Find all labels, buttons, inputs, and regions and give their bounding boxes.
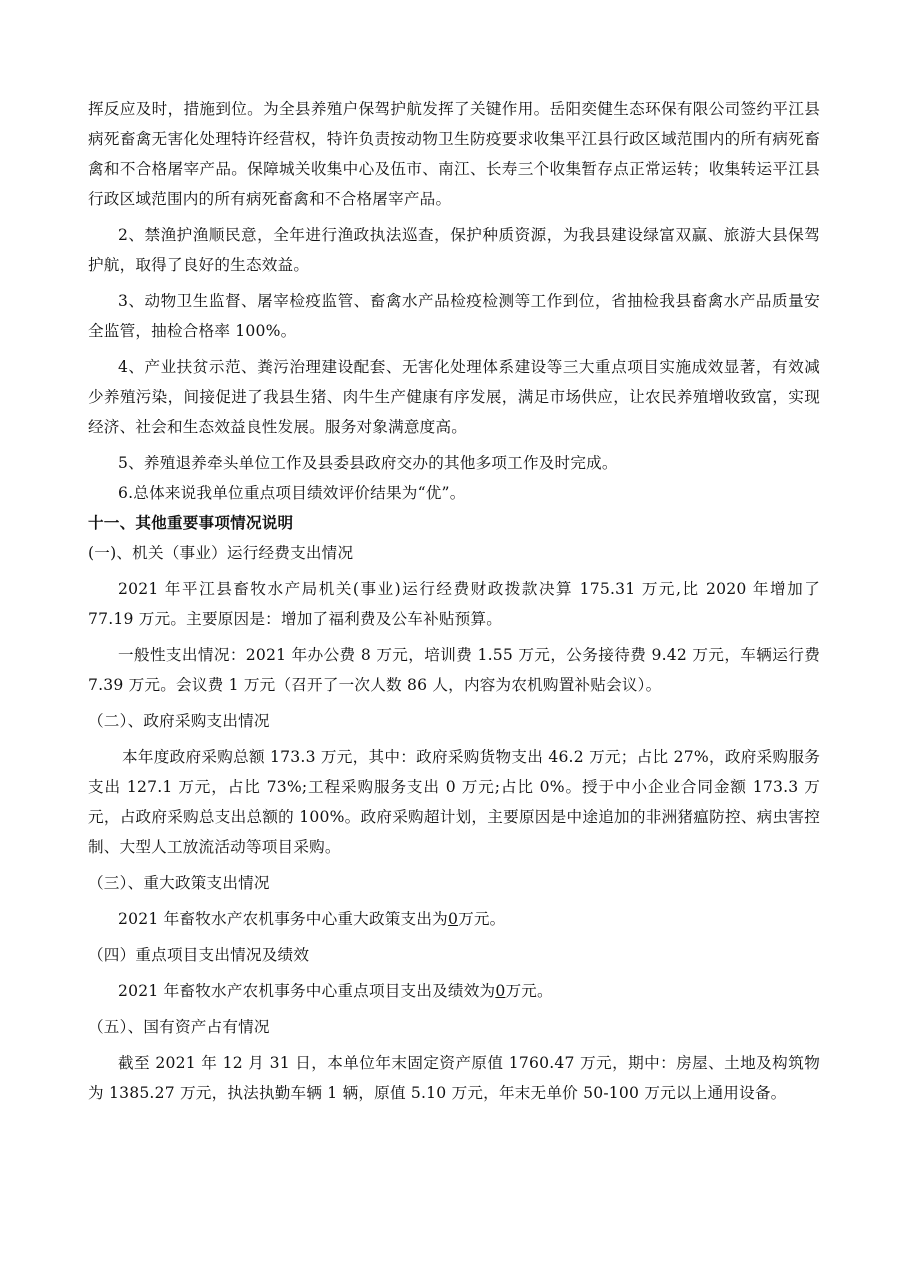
paragraph-item-6: 6.总体来说我单位重点项目绩效评价结果为“优”。: [118, 484, 466, 502]
paragraph-item-2: 2、禁渔护渔顺民意，全年进行渔政执法巡查，保护种质资源，为我县建设绿富双赢、旅游大县保驾护航，取得了良好的生态效益。: [88, 226, 820, 274]
paragraph-item-4: 4、产业扶贫示范、粪污治理建设配套、无害化处理体系建设等三大重点项目实施成效显著，有效减少养殖污染，间接促进了我县生猪、肉牛生产健康有序发展，满足市场供应，让农民养殖增收致富，实现经济、社会和生态效益良性发展。服务对象满意度高。: [88, 358, 820, 436]
paragraph-item-3: 3、动物卫生监督、屠宰检疫监管、畜禽水产品检疫检测等工作到位，省抽检我县畜禽水产品质量安全监管，抽检合格率 100%。: [88, 292, 820, 340]
paragraph-intro: 挥反应及时，措施到位。为全县养殖户保驾护航发挥了关键作用。岳阳奕健生态环保有限公司签约平江县病死畜禽无害化处理特许经营权，特许负责按动物卫生防疫要求收集平江县行政区域范围内的所有病死畜禽和不合格屠宰产品。保障城关收集中心及伍市、南江、长寿三个收集暂存点正常运转；收集转运平江县行政区域范围内的所有病死畜禽和不合格屠宰产品。: [88, 100, 820, 208]
key-projects-amount: 0: [495, 982, 506, 1000]
section-heading-other-matters: 十一、其他重要事项情况说明: [88, 514, 294, 532]
paragraph-item-5: 5、养殖退养牵头单位工作及县委县政府交办的其他多项工作及时完成。: [118, 454, 618, 472]
key-projects-text: 2021 年畜牧水产农机事务中心重点项目支出及绩效为: [118, 982, 496, 1000]
paragraph-general-expenses: 一般性支出情况：2021 年办公费 8 万元，培训费 1.55 万元，公务接待费 9.42 万元，车辆运行费 7.39 万元。会议费 1 万元（召开了一次人数 86 人，内容为农机购置补贴会议）。: [88, 646, 820, 694]
paragraph-operating-expenses: 2021 年平江县畜牧水产局机关(事业)运行经费财政拨款决算 175.31 万元,比 2020 年增加了 77.19 万元。主要原因是：增加了福利费及公车补贴预算。: [88, 580, 820, 628]
major-policy-text: 2021 年畜牧水产农机事务中心重大政策支出为: [118, 910, 448, 928]
key-projects-unit: 万元。: [505, 982, 553, 1000]
subsection-heading-major-policy: （三）、重大政策支出情况: [88, 874, 270, 892]
document-body: [88, 94, 820, 1108]
subsection-heading-procurement: （二）、政府采购支出情况: [88, 712, 270, 730]
subsection-heading-state-assets: （五）、国有资产占有情况: [88, 1018, 270, 1036]
paragraph-state-assets: 截至 2021 年 12 月 31 日，本单位年末固定资产原值 1760.47 万元，期中：房屋、土地及构筑物为 1385.27 万元，执法执勤车辆 1 辆，原值 5.10 万元，年末无单价 50-100 万元以上通用设备。: [88, 1054, 820, 1102]
major-policy-unit: 万元。: [458, 910, 506, 928]
paragraph-procurement: 本年度政府采购总额 173.3 万元，其中：政府采购货物支出 46.2 万元；占比 27%，政府采购服务支出 127.1 万元，占比 73%;工程采购服务支出 0 万元;占比 0%。授于中小企业合同金额 173.3 万元，占政府采购总支出总额的 100%。政府采购超计划，主要原因是中途追加的非洲猪瘟防控、病虫害控制、大型人工放流活动等项目采购。: [88, 748, 820, 856]
major-policy-amount: 0: [447, 910, 459, 928]
paragraph-major-policy: [88, 904, 820, 934]
subsection-heading-operating-expenses: (一)、机关（事业）运行经费支出情况: [88, 544, 354, 562]
paragraph-key-projects: [88, 976, 820, 1006]
subsection-heading-key-projects: （四）重点项目支出情况及绩效: [88, 946, 310, 964]
